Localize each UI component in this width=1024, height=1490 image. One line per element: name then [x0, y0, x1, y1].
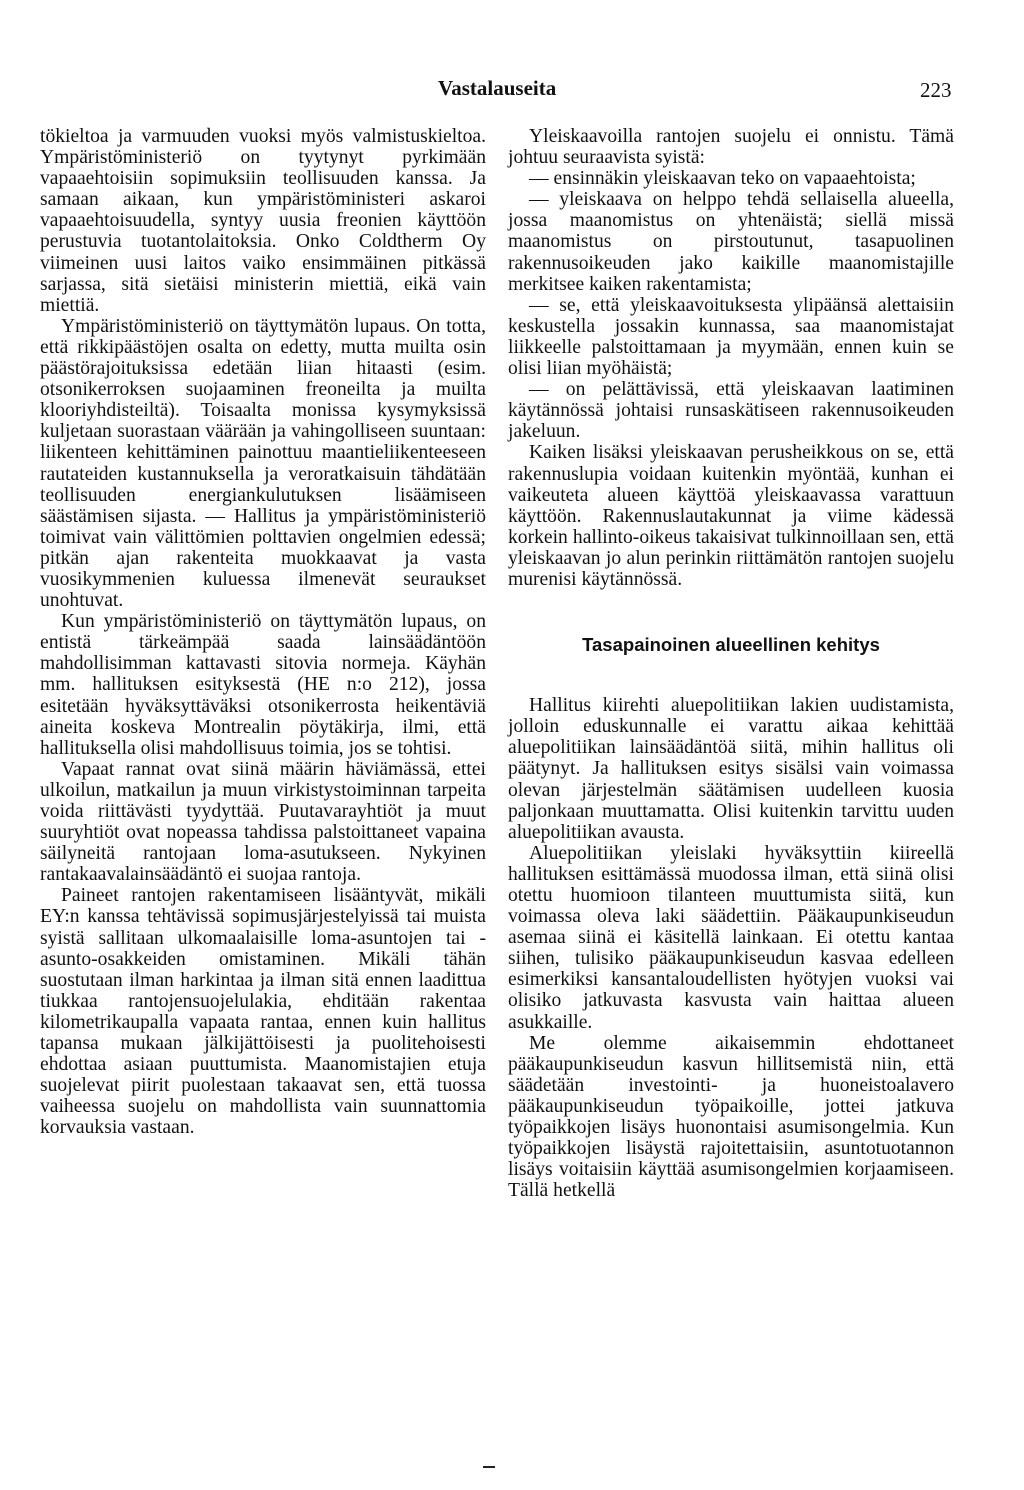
- paragraph: Paineet rantojen rakentamiseen lisääntyvät, mikäli EY:n kanssa tehtävissä sopimusjärjestelyissä tai muista syistä sallitaan ulkomaalaisille loma-asuntojen tai -asunto-osakkeiden omistaminen. Mikäli tähän suostutaan ilman harkintaa ja ilman sitä ennen laadittua tiukkaa rantojensuojelulakia, ehditään rakentaa kilometrikaupalla vapaata rantaa, ennen kuin hallitus tapansa mukaan jälkijättöisesti ja puolitehoisesti ehdottaa asiaan puuttumista. Maanomistajien etuja suojelevat piirit puolestaan takaavat sen, että tuossa vaiheessa suojelu on mahdollista vain suunnattomia korvauksia vastaan.: [40, 885, 486, 1139]
- paragraph: tökieltoa ja varmuuden vuoksi myös valmistuskieltoa. Ympäristöministeriö on tyytynyt pyrkimään vapaaehtoisiin sopimuksiin teollisuuden kanssa. Ja samaan aikaan, kun ympäristöministeri askaroi vapaaehtoisuudella, syntyy uusia freonien käyttöön perustuvia tuotantolaitoksia. Onko Coldtherm Oy viimeinen uusi laitos vaiko ensimmäinen pitkässä sarjassa, sitä sietäisi ministerin miettiä, eikä vain miettiä.: [40, 126, 486, 316]
- running-header: [0, 76, 1024, 106]
- list-item: — se, että yleiskaavoituksesta ylipäänsä alettaisiin keskustella jossakin kunnassa, saa maanomistajat liikkeelle palstoittamaan ja myymään, ennen kuin se olisi liian myöhäistä;: [508, 294, 954, 380]
- list-item: — yleiskaava on helppo tehdä sellaisella alueella, jossa maanomistus on yhtenäistä; siellä missä maanomistus on pirstoutunut, tasapuolinen rakennusoikeuden jako kaikille maanomistajille merkitsee kaiken rakentamista;: [508, 189, 954, 295]
- paragraph: Ympäristöministeriö on täyttymätön lupaus. On totta, että rikkipäästöjen osalta on edetty, mutta muilta osin päästörajoituksissa edetään liian hitaasti (esim. otsonikerroksen suojaaminen freoneilta ja muilta klooriyhdisteiltä). Toisaalta monissa kysymyksissä kuljetaan suorastaan väärään ja vahingolliseen suuntaan: liikenteen kehittäminen painottuu maantieliikenteeseen rautateiden kustannuksella ja veroratkaisuin tähdätään teollisuuden energiankulutuksen lisäämiseen säästämisen sijasta. — Hallitus ja ympäristöministeriö toimivat vain välittömien polttavien ongelmien edessä; pitkän ajan rakenteita muokkaavat ja vasta vuosikymmenien kuluessa ilmenevät seuraukset unohtuvat.: [40, 315, 486, 612]
- right-column: [508, 126, 954, 1201]
- list-item: — on pelättävissä, että yleiskaavan laatiminen käytännössä johtaisi runsaskätiseen rakennusoikeuden jakeluun.: [508, 379, 954, 443]
- list-item: — ensinnäkin yleiskaavan teko on vapaaehtoista;: [529, 168, 916, 190]
- paragraph: Vapaat rannat ovat siinä määrin häviämässä, ettei ulkoilun, matkailun ja muun virkistystoiminnan tarpeita voida riittävästi tyydyttää. Puutavarayhtiöt ja muut suuryhtiöt ovat nopeassa tahdissa palstoittaneet vapaina säilyneitä rantojaan loma-asutukseen. Nykyinen rantakaavalainsäädäntö ei suojaa rantoja.: [40, 758, 486, 886]
- paragraph: Hallitus kiirehti aluepolitiikan lakien uudistamista, jolloin eduskunnalle ei varattu aikaa kehittää aluepolitiikan lainsäädäntöä siitä, mihin hallitus oli päätynyt. Ja hallituksen esitys sisälsi vain voimassa olevan järjestelmän säätämisen uudelleen kuosia paljonkaan muuttamatta. Olisi kuitenkin tarvittu uuden aluepolitiikan avausta.: [508, 695, 954, 843]
- paragraph: Yleiskaavoilla rantojen suojelu ei onnistu. Tämä johtuu seuraavista syistä:: [508, 126, 954, 169]
- page-number: 223: [920, 78, 952, 102]
- paragraph: Me olemme aikaisemmin ehdottaneet pääkaupunkiseudun kasvun hillitsemistä niin, että säädetään investointi- ja huoneistoalavero pääkaupunkiseudun työpaikoille, jottei jatkuva työpaikkojen lisäys huonontaisi asumisongelmia. Kun työpaikkojen lisäystä rajoitettaisiin, asuntotuotannon lisäys voitaisiin käyttää asumisongelmien korjaamiseen. Tällä hetkellä: [508, 1032, 954, 1202]
- paragraph: Aluepolitiikan yleislaki hyväksyttiin kiireellä hallituksen esittämässä muodossa ilman, että siinä olisi otettu huomioon tilanteen muuttumista siitä, kun voimassa oleva laki säädettiin. Pääkaupunkiseudun asemaa siinä ei käsitellä lainkaan. Ei otettu kantaa siihen, tulisiko pääkaupunkiseudun kasvaa edelleen esimerkiksi kansantaloudellisten hyötyjen vuoksi vai olisiko jatkuvasta kasvusta vain haittaa alueen asukkaille.: [508, 842, 954, 1033]
- paragraph: Kaiken lisäksi yleiskaavan perusheikkous on se, että rakennuslupia voidaan kuitenkin myöntää, kunhan ei vaikeuteta alueen käyttöä yleiskaavassa varattuun käyttöön. Rakennuslautakunnat ja viime kädessä korkein hallinto-oikeus takaisivat tulkinnoillaan sen, että yleiskaavan jo alun perinkin riittämätön rantojen suojelu murenisi käytännössä.: [508, 442, 954, 590]
- section-heading: Tasapainoinen alueellinen kehitys: [582, 634, 880, 656]
- left-column: [40, 126, 486, 1139]
- footer-dash: [483, 1466, 495, 1468]
- running-header-title: Vastalauseita: [438, 76, 557, 100]
- paragraph: Kun ympäristöministeriö on täyttymätön lupaus, on entistä tärkeämpää saada lainsäädäntöön mahdollisimman kattavasti sitovia normeja. Käyhän mm. hallituksen esityksestä (HE n:o 212), jossa esitetään hyväksyttäväksi otsonikerrosta heikentäviä aineita koskeva Montrealin pöytäkirja, ilmi, että hallituksella olisi mahdollisuus toimia, jos se tohtisi.: [40, 611, 486, 759]
